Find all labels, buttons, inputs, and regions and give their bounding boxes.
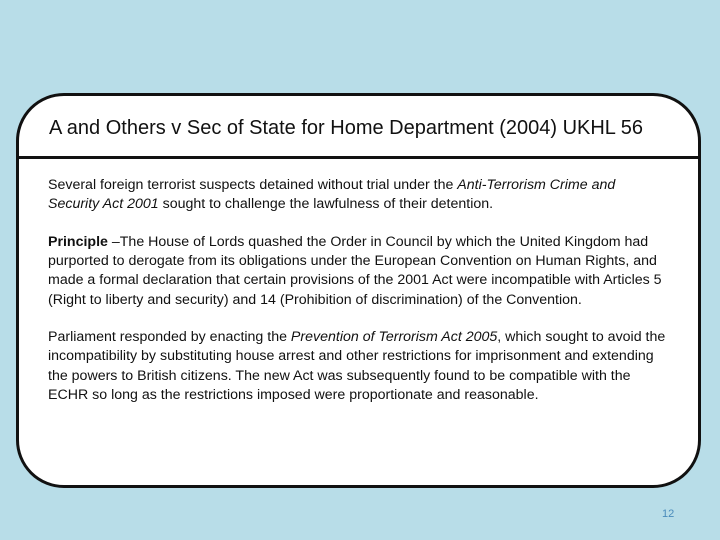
title-divider (19, 156, 698, 159)
slide-body (48, 176, 666, 424)
paragraph-facts (48, 176, 666, 214)
paragraph-principle (48, 233, 666, 310)
statute-name: Prevention of Terrorism Act 2005 (290, 329, 498, 346)
page-number: 12 (662, 508, 675, 520)
content-card (16, 93, 701, 488)
text-segment: sought to challenge the lawfulness of their detention. (158, 196, 494, 213)
paragraph-response (48, 328, 666, 405)
text-segment: –The House of Lords quashed the Order in Council by which the United Kingdom had purported to derogate from its obligations under the European Convention on Human Rights, and made a formal declaration that certain provisions of the 2001 Act were incompatible with Articles 5 (Right to liberty and security) and 14 (Prohibition of discrimination) of the Convention. (48, 233, 662, 308)
slide-title: A and Others v Sec of State for Home Department (2004) UKHL 56 (49, 117, 643, 139)
text-segment: Several foreign terrorist suspects detained without trial under the (48, 177, 458, 193)
text-segment: , which sought to avoid the incompatibility by substituting house arrest and other restrictions for imprisonment and extending the powers to British citizens. The new Act was subsequently found to be compatible with the ECHR so long as the restrictions imposed were proportionate and reasonable. (48, 329, 666, 403)
text-segment: Parliament responded by enacting the (48, 329, 291, 346)
statute-name: Anti-Terrorism Crime and Security Act 2001 (48, 177, 616, 213)
principle-label: Principle (48, 233, 112, 250)
